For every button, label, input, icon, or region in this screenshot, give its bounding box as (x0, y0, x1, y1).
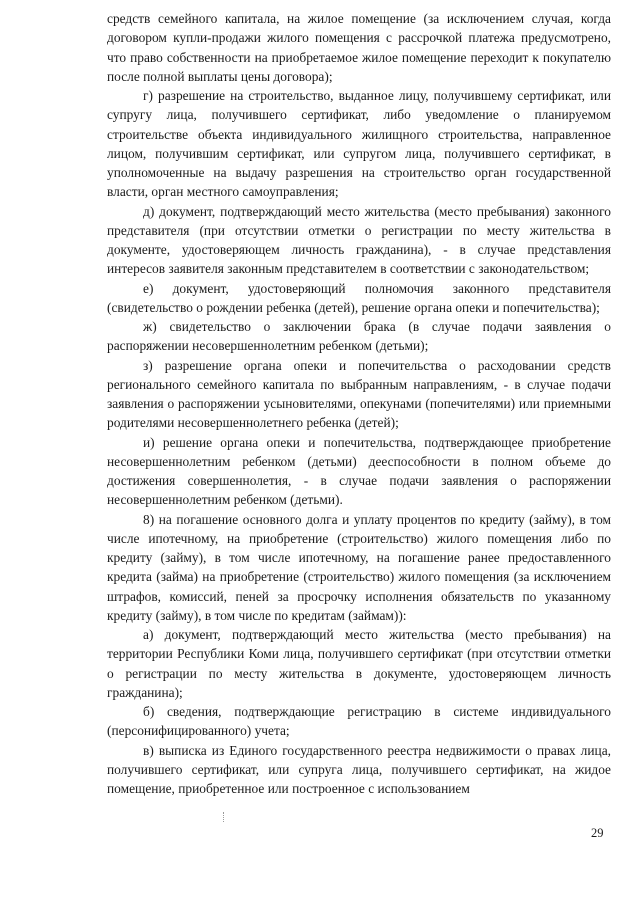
paragraph-item-e: е) документ, удостоверяющий полномочия законного представителя (свидетельство о рождении ребенка (детей), решение органа опеки и попечительства); (107, 280, 611, 315)
paragraph-continuation: средств семейного капитала, на жилое помещение (за исключением случая, когда договором купли-продажи жилого помещения с рассрочкой платежа предусмотрено, что право собственности на приобретаемое жилое помещение переходит к покупателю после полной выплаты цены договора); (107, 11, 611, 84)
paragraph-item-v: в) выписка из Единого государственного реестра недвижимости о правах лица, получившего сертификат, или супруга лица, получившего сертификат, на жидое помещение, приобретенное или построенное с использованием (107, 742, 611, 796)
paragraph-item-z: з) разрешение органа опеки и попечительства о расходовании средств регионального семейного капитала по выбранным направлениям, - в случае подачи заявления о распоряжении усыновителями, опекунами (попечителями) или приемными родителями несовершеннолетнего ребенка (детей); (107, 357, 611, 431)
paragraph-section-8: 8) на погашение основного долга и уплату процентов по кредиту (займу), в том числе ипотечному, на приобретение (строительство) жилого помещения либо по кредиту (займу), в том числе ипотечному, на погашение ранее предоставленного кредита (займа) на приобретение (строительство) жилого помещения (за исключением штрафов, комиссий, пеней за просрочку исполнения обязательств по указанному кредиту (займу), в том числе по кредитам (займам)): (107, 511, 611, 623)
paragraph-item-zh: ж) свидетельство о заключении брака (в случае подачи заявления о распоряжении несовершеннолетним ребенком (детьми); (107, 319, 611, 354)
scan-artifact (223, 812, 225, 822)
paragraph-item-d: д) документ, подтверждающий место жительства (место пребывания) законного представителя (при отсутствии отметки о регистрации по месту жительства в документе, удостоверяющем личность гражданина), - в случае представления интересов заявителя законным представителем в соответствии с законодательством; (107, 203, 611, 277)
paragraph-item-a: а) документ, подтверждающий место жительства (место пребывания) на территории Республики Коми лица, получившего сертификат (при отсутствии отметки о регистрации по месту жительства в документе, удостоверяющем личность гражданина); (107, 627, 611, 700)
paragraph-item-b: б) сведения, подтверждающие регистрацию в системе индивидуального (персонифицированного) учета; (107, 704, 611, 739)
paragraph-item-g: г) разрешение на строительство, выданное лицу, получившему сертификат, или супругу лица, получившего сертификат, либо уведомление о планируемом строительстве объекта индивидуального жилищного строительства, направленное лицом, получившим сертификат, или супругом лица, получившего сертификат, в уполномоченные на выдачу разрешения на строительство орган государственной власти, орган местного самоуправления; (107, 88, 611, 200)
document-body (107, 9, 611, 798)
paragraph-item-i: и) решение органа опеки и попечительства, подтверждающее приобретение несовершеннолетним ребенком (детьми) дееспособности в полном объеме до достижения совершеннолетия, - в случае подачи заявления о распоряжении несовершеннолетним ребенком (детьми). (107, 434, 611, 508)
page-number: 29 (591, 826, 604, 840)
